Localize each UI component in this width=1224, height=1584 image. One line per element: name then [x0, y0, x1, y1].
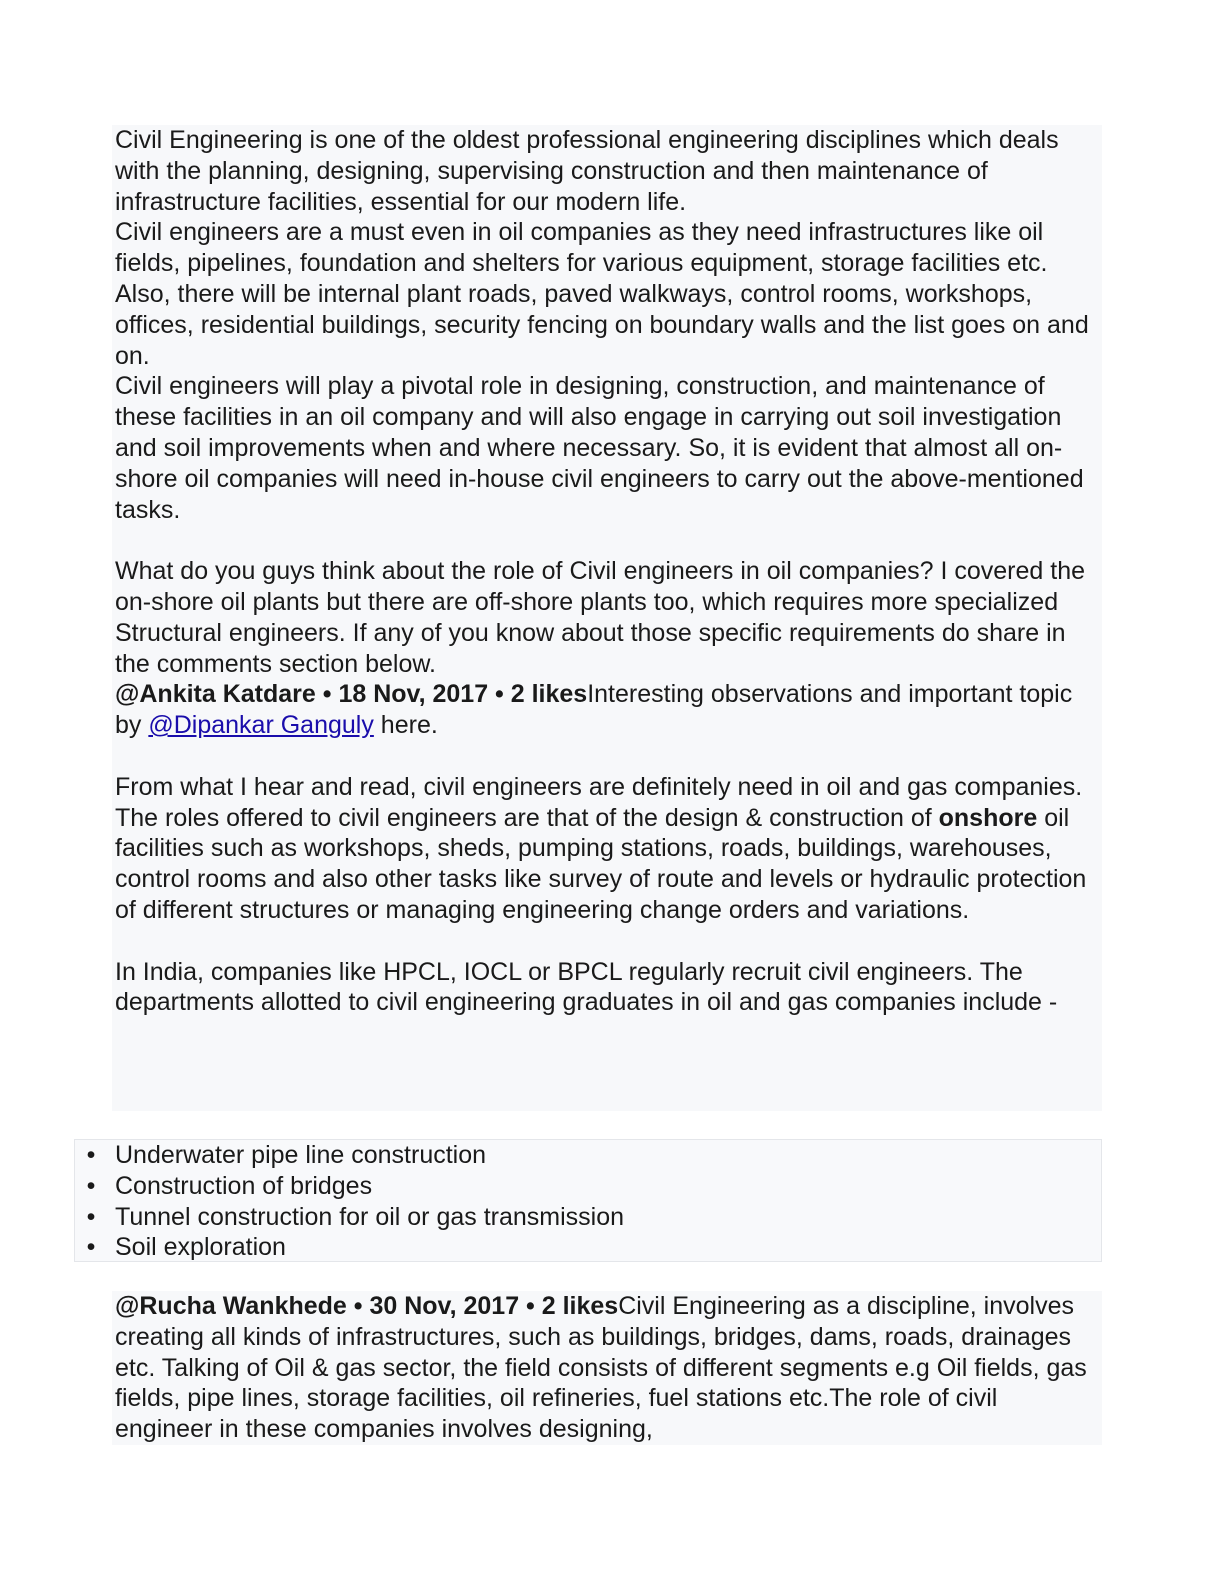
- list-item: [75, 1232, 624, 1263]
- comment-2-text: Civil Engineering as a discipline, involves creating all kinds of infrastructures, such as buildings, bridges, dams, roads, drainages etc. Talking of Oil & gas sector, the field consists of different segments e.g Oil fields, gas fields, pipe lines, storage facilities, oil refineries, fuel stations etc.The role of civil engineer in these companies involves designing,: [115, 1292, 1087, 1444]
- list-item: [75, 1171, 624, 1202]
- departments-list-block: [74, 1139, 1102, 1262]
- list-item-label: Tunnel construction for oil or gas transmission: [115, 1202, 625, 1231]
- discussion-post-content: [115, 125, 1100, 1018]
- comment-1-paragraph: [115, 772, 1100, 926]
- list-item: [75, 1202, 624, 1233]
- post-paragraph: What do you guys think about the role of Civil engineers in oil companies? I covered the on-shore oil plants but there are off-shore plants too, which requires more specialized Structural engineers. If any of you know about those specific requirements do share in the comments section below.: [115, 557, 1085, 678]
- paragraph-spacer: [115, 525, 1100, 556]
- comment-1-paragraph-text: oil facilities such as workshops, sheds, pumping stations, roads, buildings, warehouses, control rooms and also other tasks like survey of route and levels or hydraulic protection of different structures or managing engineering change orders and variations.: [115, 803, 1087, 924]
- departments-list: [75, 1140, 624, 1263]
- comment-2-paragraph: [115, 1291, 1100, 1445]
- discussion-post-block: [112, 125, 1102, 1111]
- comment-1-intro: [115, 679, 1100, 741]
- list-item-label: Construction of bridges: [115, 1171, 373, 1200]
- bullet-icon: •: [86, 1141, 96, 1169]
- mention-link-dipankar-ganguly[interactable]: @Dipankar Ganguly: [148, 711, 374, 740]
- post-paragraph: Civil engineers will play a pivotal role in designing, construction, and maintenance of these facilities in an oil company and will also engage in carrying out soil investigation and soil improvements when and where necessary. So, it is evident that almost all on-shore oil companies will need in-house civil engineers to carry out the above-mentioned tasks.: [115, 372, 1084, 524]
- comment-1-intro-tail: here.: [373, 711, 438, 740]
- list-item-label: Underwater pipe line construction: [115, 1141, 487, 1169]
- list-item-label: Soil exploration: [115, 1233, 286, 1262]
- list-item: [75, 1140, 624, 1171]
- bullet-icon: •: [86, 1171, 96, 1200]
- paragraph-spacer: [115, 926, 1100, 957]
- comment-1-author-meta[interactable]: @Ankita Katdare • 18 Nov, 2017 • 2 likes: [115, 680, 588, 709]
- comment-1-paragraph-text: From what I hear and read, civil engineers are definitely need in oil and gas companies. The roles offered to civil engineers are that of the design & construction of: [115, 772, 1083, 832]
- comment-1-bold-word: onshore: [938, 803, 1038, 832]
- comment-2-author-meta[interactable]: @Rucha Wankhede • 30 Nov, 2017 • 2 likes: [115, 1292, 619, 1320]
- paragraph-spacer: [115, 741, 1100, 772]
- bullet-icon: •: [86, 1202, 96, 1231]
- comment-1-paragraph: In India, companies like HPCL, IOCL or BPCL regularly recruit civil engineers. The departments allotted to civil engineering graduates in oil and gas companies include -: [115, 957, 1058, 1017]
- post-paragraph: Civil Engineering is one of the oldest professional engineering disciplines which deals with the planning, designing, supervising construction and then maintenance of infrastructure facilities, essential for our modern life.: [115, 126, 1059, 216]
- comment-2-content: [115, 1291, 1100, 1445]
- comment-2-block: [112, 1291, 1102, 1445]
- comment-1-intro-text: Interesting observations and important topic by: [115, 680, 1073, 740]
- post-paragraph: Civil engineers are a must even in oil companies as they need infrastructures like oil fields, pipelines, foundation and shelters for various equipment, storage facilities etc. Also, there will be internal plant roads, paved walkways, control rooms, workshops, offices, residential buildings, security fencing on boundary walls and the list goes on and on.: [115, 218, 1089, 370]
- bullet-icon: •: [86, 1233, 96, 1262]
